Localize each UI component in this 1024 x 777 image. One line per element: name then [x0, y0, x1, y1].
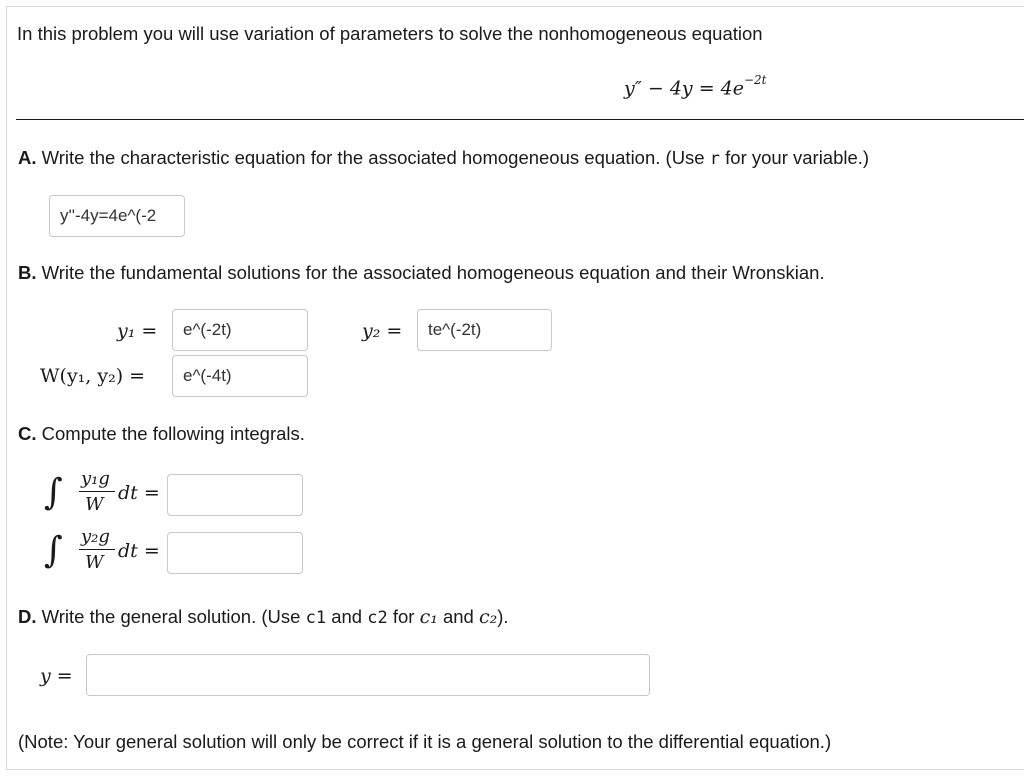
- integral-2-expression: ∫ y₂g W dt =: [44, 526, 160, 573]
- wronskian-input[interactable]: [172, 355, 308, 397]
- fraction-bar: [79, 549, 115, 550]
- integral-sign-icon: ∫: [44, 472, 63, 513]
- integral-sign-icon: ∫: [44, 530, 63, 571]
- general-solution-input[interactable]: [86, 654, 650, 696]
- part-d-prompt: D. Write the general solution. (Use c1 and c2 for c₁ and c₂).: [18, 606, 509, 628]
- divider: [16, 119, 1024, 120]
- general-solution-label: y =: [40, 665, 73, 687]
- y1-label: y₁ =: [117, 320, 158, 342]
- y2-label: y₂ =: [362, 320, 403, 342]
- y2-input[interactable]: [417, 309, 552, 351]
- part-b-prompt: B. Write the fundamental solutions for the associated homogeneous equation and their Wronskian.: [18, 262, 825, 283]
- integral-1-expression: ∫ y₁g W dt =: [44, 468, 160, 515]
- integral-2-input[interactable]: [167, 532, 303, 574]
- intro-text: In this problem you will use variation of parameters to solve the nonhomogeneous equation: [17, 23, 763, 44]
- note-text: (Note: Your general solution will only be correct if it is a general solution to the differential equation.): [18, 731, 832, 752]
- integral-1-input[interactable]: [167, 474, 303, 516]
- y1-input[interactable]: [172, 309, 308, 351]
- part-a-prompt: A. Write the characteristic equation for the associated homogeneous equation. (Use r for your variable.): [18, 147, 870, 169]
- fraction-bar: [79, 491, 115, 492]
- characteristic-equation-input[interactable]: [49, 195, 185, 237]
- wronskian-label: W(y₁, y₂) =: [40, 365, 146, 387]
- main-equation: $y'' - 4y = 4e^{-2t}$: [624, 73, 767, 100]
- part-c-prompt: C. Compute the following integrals.: [18, 423, 305, 444]
